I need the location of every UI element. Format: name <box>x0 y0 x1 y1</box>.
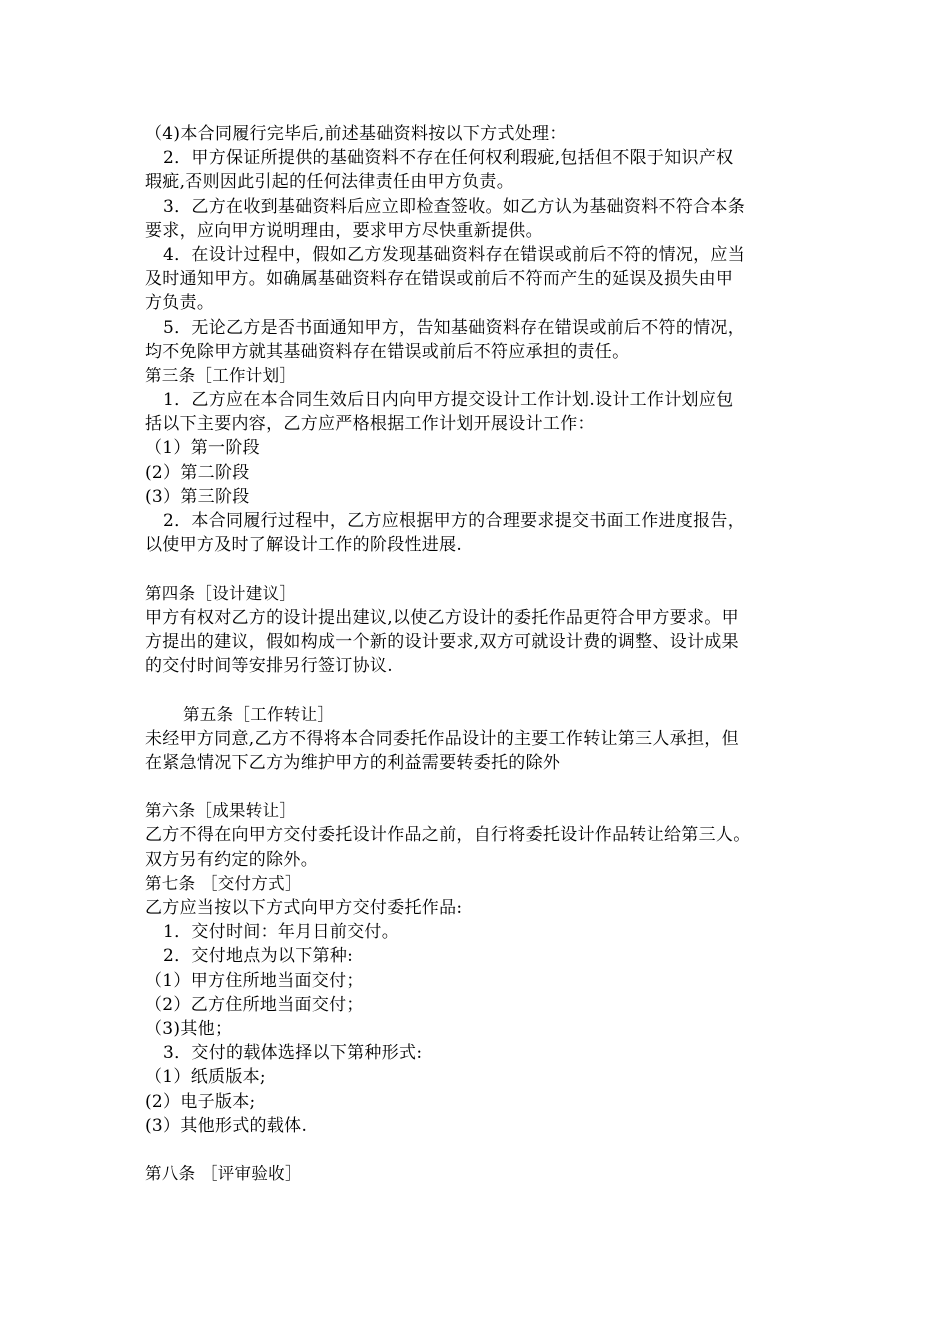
text-line: 要求，应向甲方说明理由，要求甲方尽快重新提供。 <box>145 220 543 241</box>
text-line: 2．本合同履行过程中，乙方应根据甲方的合理要求提交书面工作进度报告， <box>163 511 746 531</box>
article-heading: 第六条［成果转让］ <box>145 801 297 821</box>
list-item: （1）第一阶段 <box>145 438 260 459</box>
text-line: 3．乙方在收到基础资料后应立即检查签收。如乙方认为基础资料不符合本条 <box>163 196 746 217</box>
text-line: 5．无论乙方是否书面通知甲方，告知基础资料存在错误或前后不符的情况， <box>163 317 746 338</box>
article-heading: 第三条［工作计划］ <box>145 365 297 385</box>
text-line: （4)本合同履行完毕后,前述基础资料按以下方式处理： <box>145 124 567 144</box>
text-line: 乙方不得在向甲方交付委托设计作品之前，自行将委托设计作品转让给第三人。 <box>145 825 751 846</box>
blank-line <box>145 1138 815 1162</box>
text-line: 及时通知甲方。如确属基础资料存在错误或前后不符而产生的延误及损失由甲 <box>145 269 734 290</box>
blank-line <box>145 557 815 581</box>
list-item: (2）电子版本; <box>145 1091 256 1112</box>
text-line: 方负责。 <box>145 293 215 314</box>
text-line: 未经甲方同意,乙方不得将本合同委托作品设计的主要工作转让第三人承担，但 <box>145 728 739 749</box>
list-item: (3）第三阶段 <box>145 486 250 507</box>
list-item: （2）乙方住所地当面交付； <box>145 994 364 1015</box>
list-item: （1）甲方住所地当面交付； <box>145 970 364 991</box>
document-body <box>145 122 815 1186</box>
list-item: （1）纸质版本; <box>145 1067 266 1088</box>
blank-line <box>145 775 815 799</box>
text-line: 1．交付时间：年月日前交付。 <box>163 922 400 943</box>
text-line: 乙方应当按以下方式向甲方交付委托作品: <box>145 898 463 918</box>
text-line: 括以下主要内容，乙方应严格根据工作计划开展设计工作： <box>145 414 595 435</box>
text-line: 2．甲方保证所提供的基础资料不存在任何权利瑕疵,包括但不限于知识产权 <box>163 148 734 169</box>
article-heading: 第七条 ［交付方式］ <box>145 873 302 893</box>
text-line: 1．乙方应在本合同生效后日内向甲方提交设计工作计划.设计工作计划应包 <box>163 390 734 411</box>
list-item: (2）第二阶段 <box>145 462 250 483</box>
text-line: 4．在设计过程中，假如乙方发现基础资料存在错误或前后不符的情况，应当 <box>163 244 746 265</box>
article-heading: 第五条［工作转让］ <box>183 704 335 724</box>
blank-line <box>145 678 815 702</box>
article-heading: 第四条［设计建议］ <box>145 583 297 603</box>
text-line: 方提出的建议，假如构成一个新的设计要求,双方可就设计费的调整、设计成果 <box>145 631 739 652</box>
text-line: 3．交付的载体选择以下第种形式: <box>163 1043 423 1064</box>
list-item: (3）其他形式的载体. <box>145 1115 308 1136</box>
text-line: 甲方有权对乙方的设计提出建议,以使乙方设计的委托作品更符合甲方要求。甲 <box>145 607 739 628</box>
text-line: 均不免除甲方就其基础资料存在错误或前后不符应承担的责任。 <box>145 341 630 362</box>
text-line: 双方另有约定的除外。 <box>145 849 318 870</box>
list-item: （3)其他； <box>145 1018 233 1039</box>
text-line: 2．交付地点为以下第种: <box>163 946 354 967</box>
text-line: 在紧急情况下乙方为维护甲方的利益需要转委托的除外 <box>145 752 561 773</box>
text-line: 以使甲方及时了解设计工作的阶段性进展. <box>145 535 463 556</box>
text-line: 的交付时间等安排另行签订协议. <box>145 656 393 677</box>
article-heading: 第八条 ［评审验收］ <box>145 1164 302 1184</box>
text-line: 瑕疵,否则因此引起的任何法律责任由甲方负责。 <box>145 172 515 193</box>
